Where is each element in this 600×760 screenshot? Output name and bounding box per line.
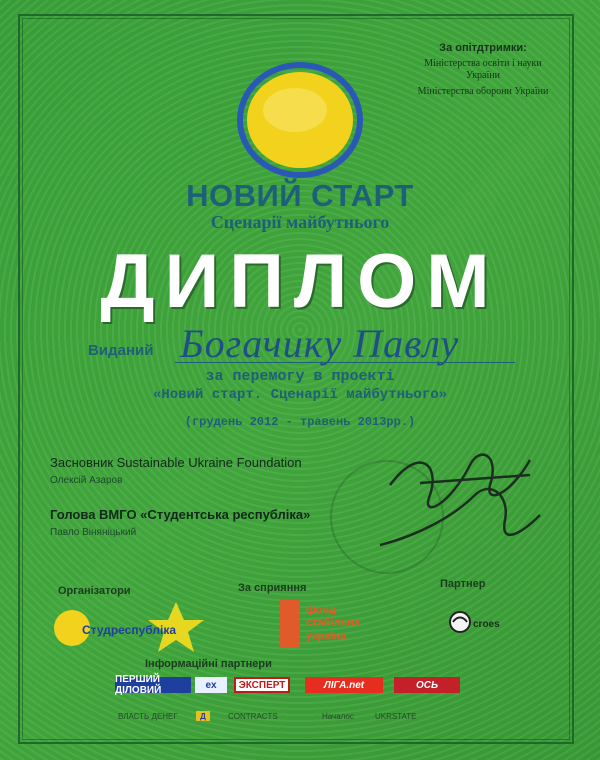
fund-logo-text	[306, 604, 360, 643]
diploma-title: ДИПЛОМ	[100, 239, 500, 324]
award-line-1: за перемогу в проекті	[205, 368, 395, 385]
fund-text-1: фонд	[306, 604, 336, 616]
recipient-name: Богачику Павлу	[180, 321, 460, 366]
media-logo-1: ПЕРШИЙ ДІЛОВИЙ	[115, 677, 191, 693]
award-line-2: «Новий старт. Сценарії майбутнього»	[152, 387, 448, 403]
media-logo-3: ЭКСПЕРТ	[234, 677, 290, 693]
fund-text-3: україна	[306, 630, 347, 642]
info-partners-label: Інформаційні партнери	[145, 658, 272, 670]
signature-icon	[360, 425, 550, 575]
brand-title: НОВИЙ СТАРТ	[186, 178, 414, 213]
support-label: За сприяння	[238, 582, 307, 594]
ministry-education: Міністерства освіти і науки України	[424, 58, 542, 81]
media-logo-5: ОСЬ	[394, 677, 460, 693]
head-name: Павло Віняніцький	[50, 527, 137, 538]
founder-name: Олексій Азаров	[50, 475, 123, 486]
fund-text-2: стабільна	[306, 617, 360, 629]
sun-logo-icon	[237, 62, 363, 178]
fund-logo-block-icon	[280, 600, 300, 648]
small-logo-5: UKRSTATE	[375, 711, 417, 721]
ministry-defense: Міністерства оборони України	[417, 86, 549, 97]
sponsor-block	[408, 42, 558, 102]
partner-logo-icon	[448, 610, 472, 634]
small-logo-2: Д	[196, 711, 210, 721]
award-period: (грудень 2012 - травень 2013рр.)	[184, 415, 416, 429]
organizers-label: Організатори	[58, 585, 131, 597]
partner-name: croes	[473, 619, 500, 630]
small-logo-1: ВЛАСТЬ ДЕНЕГ	[118, 711, 178, 721]
small-logo-4: Началос	[322, 711, 354, 721]
name-underline	[175, 362, 515, 363]
fund-logo	[280, 600, 376, 650]
media-logo-4: ЛІГА.net	[305, 677, 383, 693]
organizer-logo-icon	[46, 598, 216, 656]
issued-label: Виданий	[88, 342, 154, 359]
media-logo-2: ex	[195, 677, 227, 693]
partner-label: Партнер	[440, 578, 486, 590]
head-title: Голова ВМГО «Студентська республіка»	[50, 507, 311, 522]
small-logo-3: CONTRACTS	[228, 711, 278, 721]
sponsor-heading: За опітдтримки:	[439, 42, 527, 54]
organizer-logo-text: Студреспубліка	[82, 623, 177, 637]
brand-subtitle: Сценарії майбутнього	[210, 212, 390, 232]
founder-title: Засновник Sustainable Ukraine Foundation	[50, 455, 302, 470]
